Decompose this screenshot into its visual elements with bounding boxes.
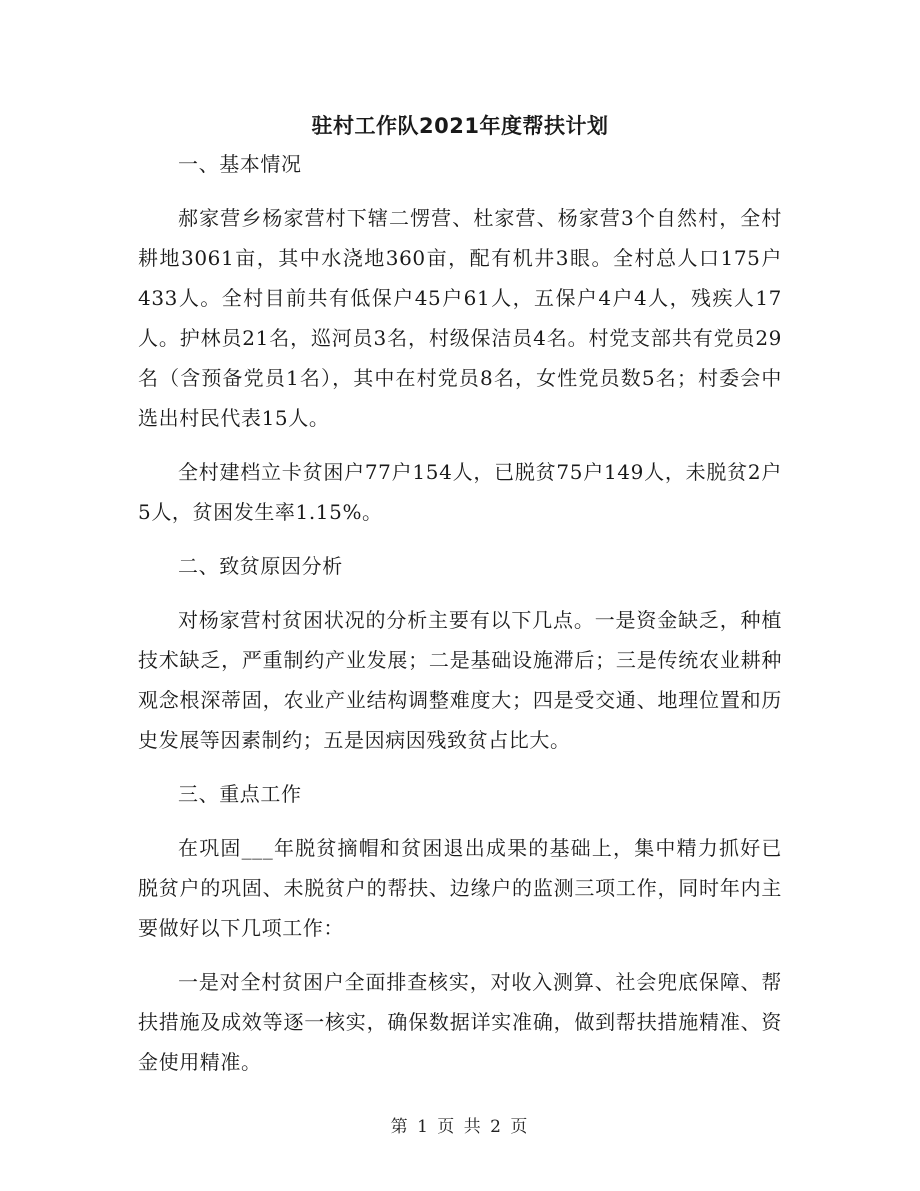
document-title: 驻村工作队2021年度帮扶计划	[311, 114, 609, 138]
section-heading-key-work: 三、重点工作	[178, 782, 302, 806]
paragraph-key-work-intro: 在巩固___年脱贫摘帽和贫困退出成果的基础上，集中精力抓好已脱贫户的巩固、未脱贫户的帮扶、边缘户的监测三项工作，同时年内主要做好以下几项工作：	[138, 836, 782, 940]
paragraph-village-overview: 郝家营乡杨家营村下辖二愣营、杜家营、杨家营3个自然村，全村耕地3061亩，其中水浇地360亩，配有机井3眼。全村总人口175户433人。全村目前共有低保户45户61人，五保户4户4人，残疾人17人。护林员21名，巡河员3名，村级保洁员4名。村党支部共有党员29名（含预备党员1名），其中在村党员8名，女性党员数5名；村委会中选出村民代表15人。	[138, 206, 782, 430]
section-heading-poverty-causes: 二、致贫原因分析	[178, 554, 343, 578]
paragraph-poverty-analysis: 对杨家营村贫困状况的分析主要有以下几点。一是资金缺乏，种植技术缺乏，严重制约产业发展；二是基础设施滞后；三是传统农业耕种观念根深蒂固，农业产业结构调整难度大；四是受交通、地理位置和历史发展等因素制约；五是因病因残致贫占比大。	[138, 608, 782, 752]
section-heading-basic-info: 一、基本情况	[178, 152, 302, 176]
paragraph-poverty-stats: 全村建档立卡贫困户77户154人，已脱贫75户149人，未脱贫2户5人，贫困发生率1.15%。	[138, 460, 782, 524]
page-footer: 第 1 页 共 2 页	[390, 1117, 530, 1137]
document-body	[138, 144, 782, 1096]
paragraph-key-work-item-1: 一是对全村贫困户全面排查核实，对收入测算、社会兜底保障、帮扶措施及成效等逐一核实，确保数据详实准确，做到帮扶措施精准、资金使用精准。	[138, 970, 782, 1074]
